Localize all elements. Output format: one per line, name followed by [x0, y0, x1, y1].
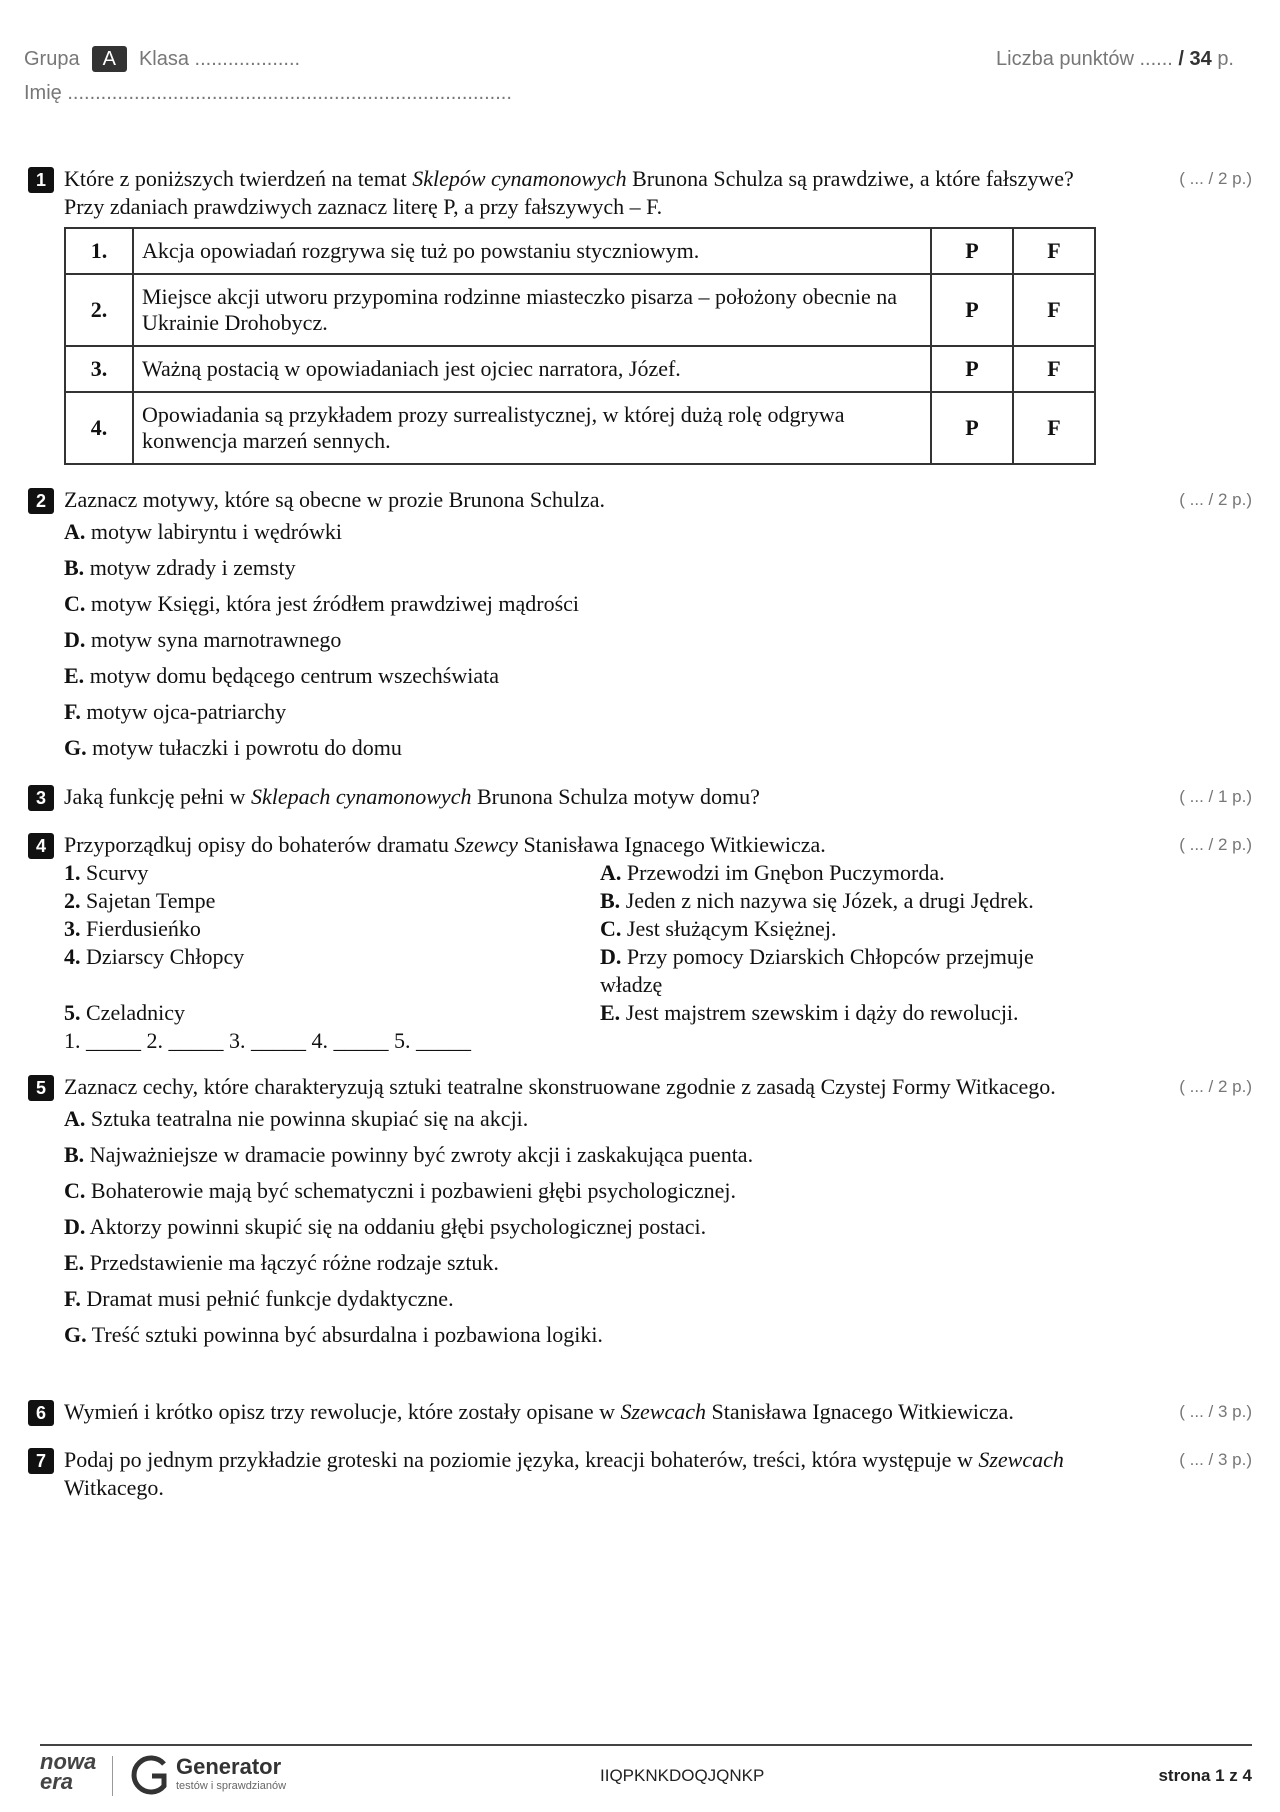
row-number: 3.: [65, 346, 133, 392]
points-sep: /: [1178, 47, 1184, 70]
item-text: Dziarscy Chłopcy: [80, 944, 245, 969]
question-5: [28, 1073, 1252, 1353]
item-number: 3.: [64, 916, 81, 941]
item-text: Jest służącym Księżnej.: [621, 916, 837, 941]
true-option[interactable]: P: [931, 274, 1013, 346]
question-number: 6: [28, 1400, 54, 1426]
description-item: [600, 915, 1100, 943]
option-text: Najważniejsze w dramacie powinny być zwroty akcji i zaskakująca puenta.: [84, 1142, 754, 1167]
work-title: Szewcach: [978, 1447, 1064, 1472]
nowa-era-logo: [40, 1749, 97, 1794]
table-row: [65, 346, 1095, 392]
generator-title: Generator: [176, 1754, 282, 1779]
row-statement: Opowiadania są przykładem prozy surrealistycznej, w której dużą rolę odgrywa konwencja marzeń sennych.: [133, 392, 931, 464]
answer-option[interactable]: [64, 1209, 1252, 1245]
option-text: motyw domu będącego centrum wszechświata: [89, 663, 499, 688]
characters-column: [64, 859, 600, 1027]
table-row: [65, 228, 1095, 274]
answer-option[interactable]: [64, 550, 1252, 586]
work-title: Sklepach cynamonowych: [250, 784, 472, 809]
option-letter: F.: [64, 699, 81, 724]
option-letter: G.: [64, 1322, 87, 1347]
item-text: Przy pomocy Dziarskich Chłopców przejmuje władzę: [600, 944, 1034, 997]
answer-option[interactable]: [64, 1101, 1252, 1137]
false-option[interactable]: F: [1013, 346, 1095, 392]
option-letter: D.: [64, 627, 86, 652]
option-letter: B.: [64, 555, 85, 580]
question-text: Zaznacz cechy, które charakteryzują sztuki teatralne skonstruowane zgodnie z zasadą Czystej Formy Witkacego.: [64, 1074, 1056, 1099]
question-text-part: Które z poniższych twierdzeń na temat: [64, 166, 413, 191]
character-item: [64, 915, 600, 943]
option-text: motyw zdrady i zemsty: [89, 555, 296, 580]
generator-subtitle: testów i sprawdzianów: [176, 1780, 287, 1792]
option-text: motyw tułaczki i powrotu do domu: [92, 735, 402, 760]
false-option[interactable]: F: [1013, 228, 1095, 274]
question-text-part: Przyporządkuj opisy do bohaterów dramatu: [64, 832, 455, 857]
question-points: ( ... / 2 p.): [1179, 1077, 1252, 1096]
row-statement: Ważną postacią w opowiadaniach jest ojciec narratora, Józef.: [133, 346, 931, 392]
option-text: Przedstawienie ma łączyć różne rodzaje sztuk.: [84, 1250, 499, 1275]
character-item: [64, 999, 600, 1027]
option-text: Sztuka teatralna nie powinna skupiać się na akcji.: [85, 1106, 529, 1131]
question-points: ( ... / 2 p.): [1179, 169, 1252, 188]
option-letter: F.: [64, 1286, 81, 1311]
answer-option[interactable]: [64, 730, 1252, 766]
answer-option[interactable]: [64, 694, 1252, 730]
option-text: Aktorzy powinni skupić się na oddaniu głębi psychologicznej postaci.: [85, 1214, 707, 1239]
option-letter: A.: [64, 1106, 86, 1131]
option-letter: E.: [64, 1250, 85, 1275]
row-statement: Miejsce akcji utworu przypomina rodzinne miasteczko pisarza – położony obecnie na Ukrainie Drohobycz.: [133, 274, 931, 346]
question-text: Zaznacz motywy, które są obecne w prozie Brunona Schulza.: [64, 487, 606, 512]
question-text-part: Stanisława Ignacego Witkiewicza.: [706, 1399, 1014, 1424]
points-summary: [996, 48, 1234, 71]
logo-text: nowa: [40, 1749, 97, 1774]
description-item: [600, 943, 1100, 999]
item-letter: B.: [600, 888, 621, 913]
true-option[interactable]: P: [931, 228, 1013, 274]
generator-logo-icon: [130, 1754, 170, 1796]
question-number: 7: [28, 1448, 54, 1474]
option-text: Bohaterowie mają być schematyczni i pozbawieni głębi psychologicznej.: [85, 1178, 737, 1203]
answer-option[interactable]: [64, 658, 1252, 694]
logo-separator: [112, 1756, 113, 1796]
points-label: Liczba punktów ......: [996, 47, 1173, 70]
page-number: strona 1 z 4: [1158, 1766, 1252, 1785]
character-item: [64, 887, 600, 915]
item-text: Jeden z nich nazywa się Józek, a drugi Jędrek.: [620, 888, 1034, 913]
question-points: ( ... / 2 p.): [1179, 490, 1252, 509]
option-letter: A.: [64, 519, 86, 544]
option-letter: C.: [64, 591, 86, 616]
option-letter: G.: [64, 735, 87, 760]
answer-option[interactable]: [64, 1281, 1252, 1317]
question-text-part: Wymień i krótko opisz trzy rewolucje, które zostały opisane w: [64, 1399, 621, 1424]
item-text: Jest majstrem szewskim i dąży do rewolucji.: [620, 1000, 1019, 1025]
question-number: 3: [28, 785, 54, 811]
row-number: 4.: [65, 392, 133, 464]
question-2: [28, 486, 1252, 766]
item-text: Sajetan Tempe: [80, 888, 216, 913]
grupa-label: Grupa: [24, 47, 80, 70]
question-text: [64, 165, 1104, 221]
question-number: 1: [28, 167, 54, 193]
item-number: 5.: [64, 1000, 81, 1025]
true-false-table: [64, 227, 1096, 465]
item-letter: E.: [600, 1000, 621, 1025]
question-4: [28, 831, 1252, 1055]
character-item: [64, 943, 600, 971]
question-3: [28, 783, 1252, 811]
description-item: [600, 999, 1100, 1027]
work-title: Szewcy: [454, 832, 518, 857]
option-text: Treść sztuki powinna być absurdalna i pozbawiona logiki.: [86, 1322, 603, 1347]
option-text: motyw ojca-patriarchy: [86, 699, 287, 724]
answer-option[interactable]: [64, 622, 1252, 658]
header-row-group: [24, 44, 1234, 74]
true-option[interactable]: P: [931, 346, 1013, 392]
klasa-label: Klasa ...................: [138, 47, 301, 70]
question-text-part: Brunona Schulza motyw domu?: [471, 784, 760, 809]
question-6: [28, 1398, 1252, 1426]
option-letter: E.: [64, 663, 85, 688]
footer-divider: [40, 1744, 1252, 1746]
row-number: 1.: [65, 228, 133, 274]
question-text: [64, 831, 1104, 859]
table-row: [65, 274, 1095, 346]
item-text: Czeladnicy: [80, 1000, 185, 1025]
answer-option[interactable]: [64, 1137, 1252, 1173]
points-unit: p.: [1217, 47, 1234, 70]
option-letter: D.: [64, 1214, 86, 1239]
item-text: Scurvy: [80, 860, 149, 885]
description-item: [600, 859, 1100, 887]
generator-logo: [130, 1754, 287, 1801]
question-points: ( ... / 2 p.): [1179, 835, 1252, 854]
question-number: 2: [28, 488, 54, 514]
true-option[interactable]: P: [931, 392, 1013, 464]
answer-option[interactable]: [64, 514, 1252, 550]
page-header: [24, 44, 1234, 108]
page-footer: [40, 1749, 1252, 1802]
points-total: 34: [1189, 47, 1212, 70]
test-code: IIQPKNKDOQJQNKP: [600, 1766, 765, 1785]
question-number: 4: [28, 833, 54, 859]
work-title: Sklepów cynamonowych: [412, 166, 627, 191]
descriptions-column: [600, 859, 1100, 1027]
answer-option[interactable]: [64, 1173, 1252, 1209]
question-text-part: Jaką funkcję pełni w: [64, 784, 251, 809]
question-text-part: Witkacego.: [64, 1475, 164, 1500]
work-title: Szewcach: [620, 1399, 706, 1424]
logo-text: era: [40, 1769, 74, 1794]
item-text: Przewodzi im Gnębon Puczymorda.: [621, 860, 945, 885]
question-points: ( ... / 3 p.): [1179, 1450, 1252, 1469]
question-text: [64, 1398, 1104, 1426]
answer-line[interactable]: 1. _____ 2. _____ 3. _____ 4. _____ 5. _____: [64, 1028, 471, 1053]
row-statement: Akcja opowiadań rozgrywa się tuż po powstaniu styczniowym.: [133, 228, 931, 274]
answer-option[interactable]: [64, 1245, 1252, 1281]
matching-columns: [64, 859, 1104, 1027]
item-letter: A.: [600, 860, 622, 885]
description-item: [600, 887, 1100, 915]
question-7: [28, 1446, 1252, 1502]
question-points: ( ... / 1 p.): [1179, 787, 1252, 806]
question-number: 5: [28, 1075, 54, 1101]
option-text: motyw Księgi, która jest źródłem prawdziwej mądrości: [90, 591, 580, 616]
question-text-part: Podaj po jednym przykładzie groteski na poziomie języka, kreacji bohaterów, treści, która występuje w: [64, 1447, 979, 1472]
item-number: 2.: [64, 888, 81, 913]
question-text-part: Brunona Schulza są prawdziwe, a które fałszywe? Przy zdaniach prawdziwych zaznacz literę P, a przy fałszywych – F.: [64, 166, 1074, 219]
character-item: [64, 859, 600, 887]
grupa-badge: A: [92, 46, 127, 72]
table-row: [65, 392, 1095, 464]
question-1: [28, 165, 1252, 465]
answer-option[interactable]: [64, 586, 1252, 622]
question-text: [64, 783, 1104, 811]
question-points: ( ... / 3 p.): [1179, 1402, 1252, 1421]
option-text: Dramat musi pełnić funkcje dydaktyczne.: [80, 1286, 454, 1311]
question-text: [64, 1446, 1104, 1502]
option-text: motyw labiryntu i wędrówki: [85, 519, 343, 544]
option-text: motyw syna marnotrawnego: [90, 627, 342, 652]
item-number: 4.: [64, 944, 81, 969]
name-label: Imię ................................................................................: [24, 82, 512, 104]
false-option[interactable]: F: [1013, 392, 1095, 464]
option-letter: B.: [64, 1142, 85, 1167]
item-number: 1.: [64, 860, 81, 885]
item-letter: C.: [600, 916, 622, 941]
answer-option[interactable]: [64, 1317, 1252, 1353]
item-letter: D.: [600, 944, 622, 969]
row-number: 2.: [65, 274, 133, 346]
option-letter: C.: [64, 1178, 86, 1203]
question-text-part: Stanisława Ignacego Witkiewicza.: [517, 832, 826, 857]
false-option[interactable]: F: [1013, 274, 1095, 346]
item-text: Fierdusieńko: [80, 916, 201, 941]
